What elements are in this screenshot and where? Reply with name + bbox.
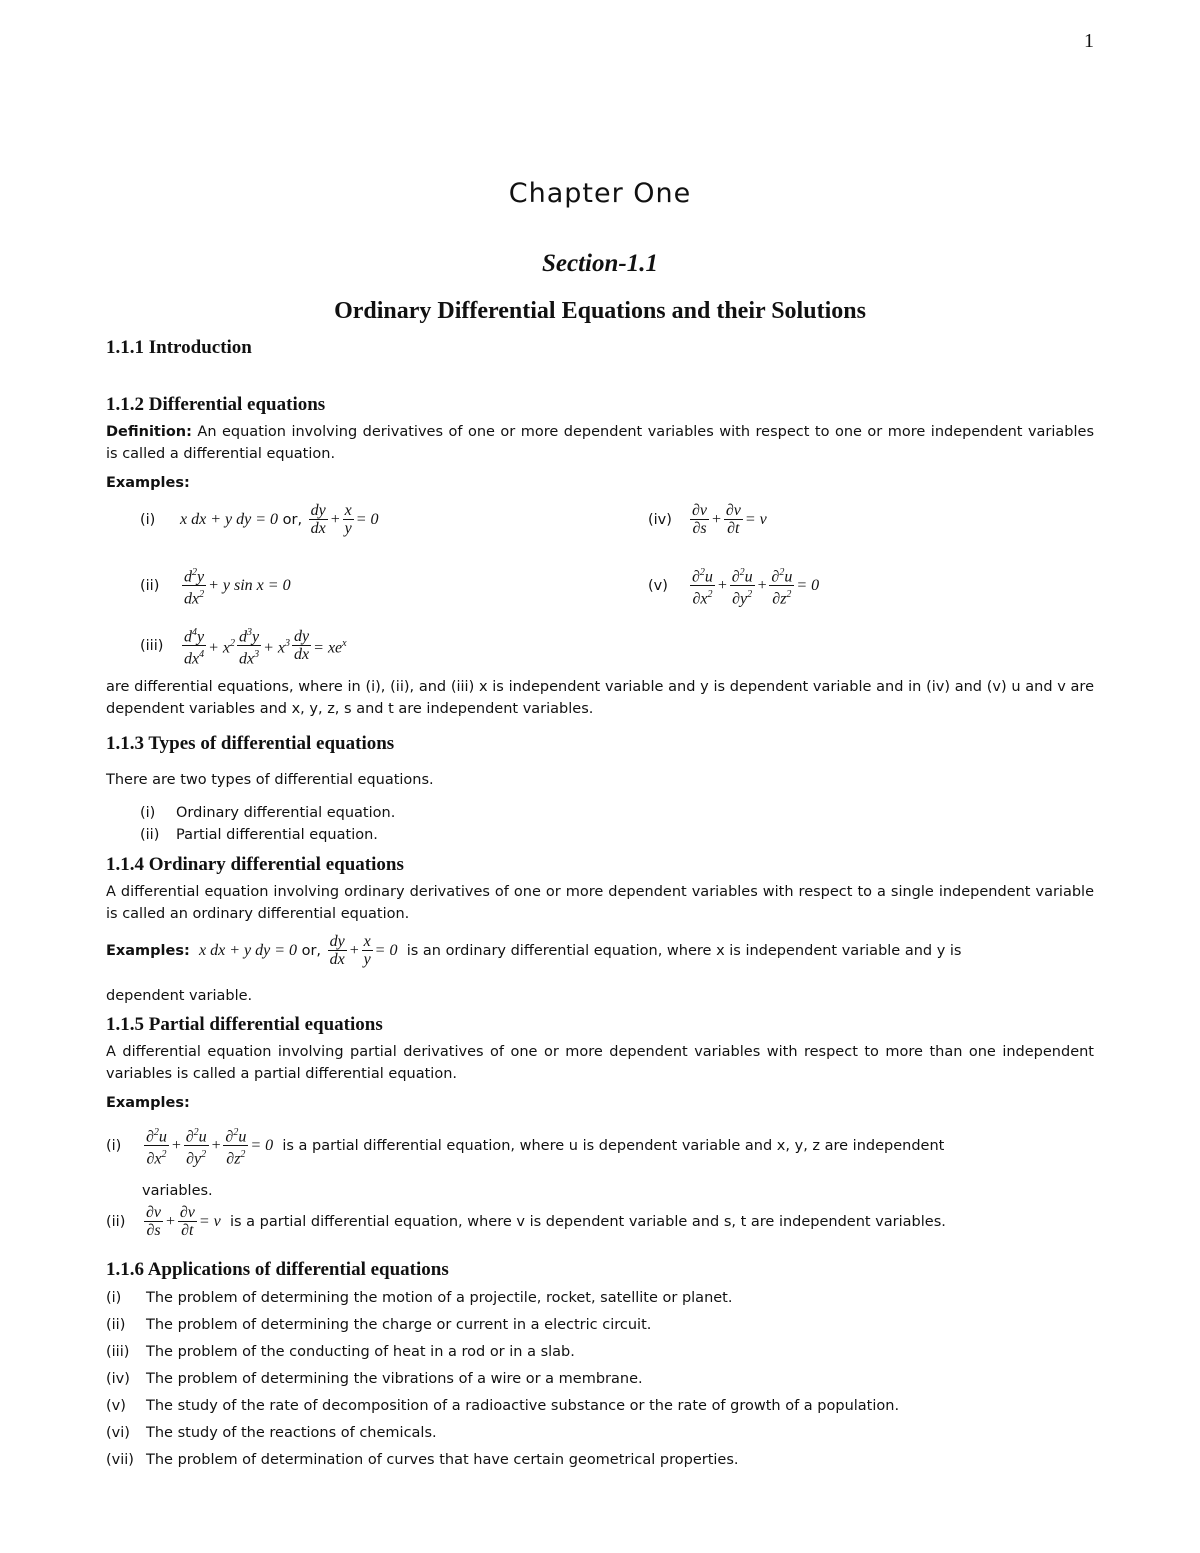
types-intro: There are two types of differential equations. — [106, 772, 434, 788]
application-text: The study of the reactions of chemicals. — [146, 1425, 437, 1441]
application-num: (iii) — [106, 1344, 130, 1360]
example-iii-label: (iii) — [140, 637, 164, 654]
pde-definition: A differential equation involving partial derivatives of one or more dependent variables with respect to more than one independent variables is called a partial differential equation. — [106, 1044, 1094, 1082]
heading-differential-equations: 1.1.2 Differential equations — [106, 394, 326, 415]
pde-examples-label: Examples: — [106, 1095, 190, 1111]
ode-example-cont: dependent variable. — [106, 988, 253, 1004]
example-ii: (ii) $\frac{d^2y}{dx^2}$ + y sin x = 0 — [140, 564, 291, 608]
pde-example-2-num: (ii) — [106, 1213, 126, 1230]
application-num: (ii) — [106, 1317, 126, 1333]
application-item — [106, 1290, 732, 1306]
application-text: The problem of the conducting of heat in a rod or in a slab. — [146, 1344, 575, 1360]
heading-types: 1.1.3 Types of differential equations — [106, 733, 395, 754]
heading-pde: 1.1.5 Partial differential equations — [106, 1014, 383, 1035]
types-item-1-num: (i) — [140, 805, 156, 821]
application-num: (iv) — [106, 1371, 130, 1387]
definition-text: An equation involving derivatives of one or more dependent variables with respect to one or more independent variables is called a differential equation. — [106, 424, 1094, 462]
application-item — [106, 1452, 739, 1468]
ode-example: Examples: x dx + y dy = 0 or, $\frac{dy}{dx}$ + $\frac{x}{y}$ = 0 is an ordinary differential equation, where x is independent variable and y is — [106, 933, 962, 968]
application-num: (i) — [106, 1290, 122, 1306]
types-item-2-num: (ii) — [140, 827, 160, 843]
examples-note: are differential equations, where in (i), (ii), and (iii) x is independent variable and y is dependent variable and in (iv) and (v) u and v are dependent variables and x, y, z, s and t are independent variables. — [106, 679, 1094, 717]
pde-example-2: (ii) $\frac{\partial v}{\partial s}$ + $\frac{\partial v}{\partial t}$ = v is a partial differential equation, where v is dependent variable and s, t are independent variables. — [106, 1204, 946, 1239]
example-ii-label: (ii) — [140, 577, 160, 594]
ode-definition: A differential equation involving ordinary derivatives of one or more dependent variables with respect to a single independent variable is called an ordinary differential equation. — [106, 884, 1094, 922]
examples-label: Examples: — [106, 475, 190, 491]
heading-applications: 1.1.6 Applications of differential equations — [106, 1259, 449, 1280]
types-item-1 — [140, 802, 395, 824]
example-v-label: (v) — [648, 577, 668, 594]
application-text: The problem of determining the motion of a projectile, rocket, satellite or planet. — [146, 1290, 733, 1306]
pde-example-1-cont: variables. — [142, 1183, 213, 1199]
pde-example-1-text: is a partial differential equation, where u is dependent variable and x, y, z are independent — [282, 1137, 945, 1154]
types-item-2-text: Partial differential equation. — [176, 827, 378, 843]
pde-example-1: (i) $\frac{\partial^2u}{\partial x^2}$ + $\frac{\partial^2u}{\partial y^2}$ + $\frac{\partial^2u}{\partial z^2}$ = 0 is a partial differential equation, where u is dependent variable and x, y, z are independent — [106, 1124, 1094, 1168]
page-number: 1 — [1084, 30, 1094, 52]
example-i-label: (i) — [140, 511, 156, 528]
types-item-2 — [140, 824, 378, 846]
document-title: Ordinary Differential Equations and their Solutions — [334, 298, 866, 324]
pde-example-2-text: is a partial differential equation, where v is dependent variable and s, t are independent variables. — [229, 1213, 946, 1230]
application-text: The problem of determination of curves that have certain geometrical properties. — [146, 1452, 739, 1468]
ode-example-text: is an ordinary differential equation, where x is independent variable and y is — [406, 942, 962, 959]
example-iv: (iv) $\frac{\partial v}{\partial s}$ + $\frac{\partial v}{\partial t}$ = v — [648, 502, 767, 537]
example-iv-label: (iv) — [648, 511, 672, 528]
heading-introduction: 1.1.1 Introduction — [106, 337, 252, 358]
ode-examples-label: Examples: — [106, 942, 190, 959]
heading-ode: 1.1.4 Ordinary differential equations — [106, 854, 404, 875]
application-item — [106, 1425, 437, 1441]
example-v: (v) $\frac{\partial^2u}{\partial x^2}$ + $\frac{\partial^2u}{\partial y^2}$ + $\frac{\partial^2u}{\partial z^2}$ = 0 — [648, 564, 819, 608]
types-item-1-text: Ordinary differential equation. — [176, 805, 396, 821]
section-title: Section-1.1 — [542, 250, 658, 277]
application-item — [106, 1317, 651, 1333]
definition-label: Definition: — [106, 424, 192, 440]
definition-paragraph — [106, 421, 1094, 465]
example-i: (i) x dx + y dy = 0 or, $\frac{dy}{dx}$ + $\frac{x}{y}$ = 0 — [140, 502, 379, 537]
application-item — [106, 1398, 899, 1414]
example-iii: (iii) $\frac{d^4y}{dx^4}$ + $x^2$ $\frac{d^3y}{dx^3}$ + $x^3$ $\frac{dy}{dx}$ = $xe^x$ — [140, 624, 347, 668]
application-text: The problem of determining the vibrations of a wire or a membrane. — [146, 1371, 643, 1387]
application-num: (v) — [106, 1398, 126, 1414]
application-item — [106, 1344, 575, 1360]
application-item — [106, 1371, 643, 1387]
application-text: The study of the rate of decomposition of a radioactive substance or the rate of growth of a population. — [146, 1398, 900, 1414]
application-num: (vii) — [106, 1452, 134, 1468]
pde-example-1-num: (i) — [106, 1137, 122, 1154]
application-text: The problem of determining the charge or current in a electric circuit. — [146, 1317, 652, 1333]
chapter-title: Chapter One — [508, 178, 692, 209]
application-num: (vi) — [106, 1425, 130, 1441]
